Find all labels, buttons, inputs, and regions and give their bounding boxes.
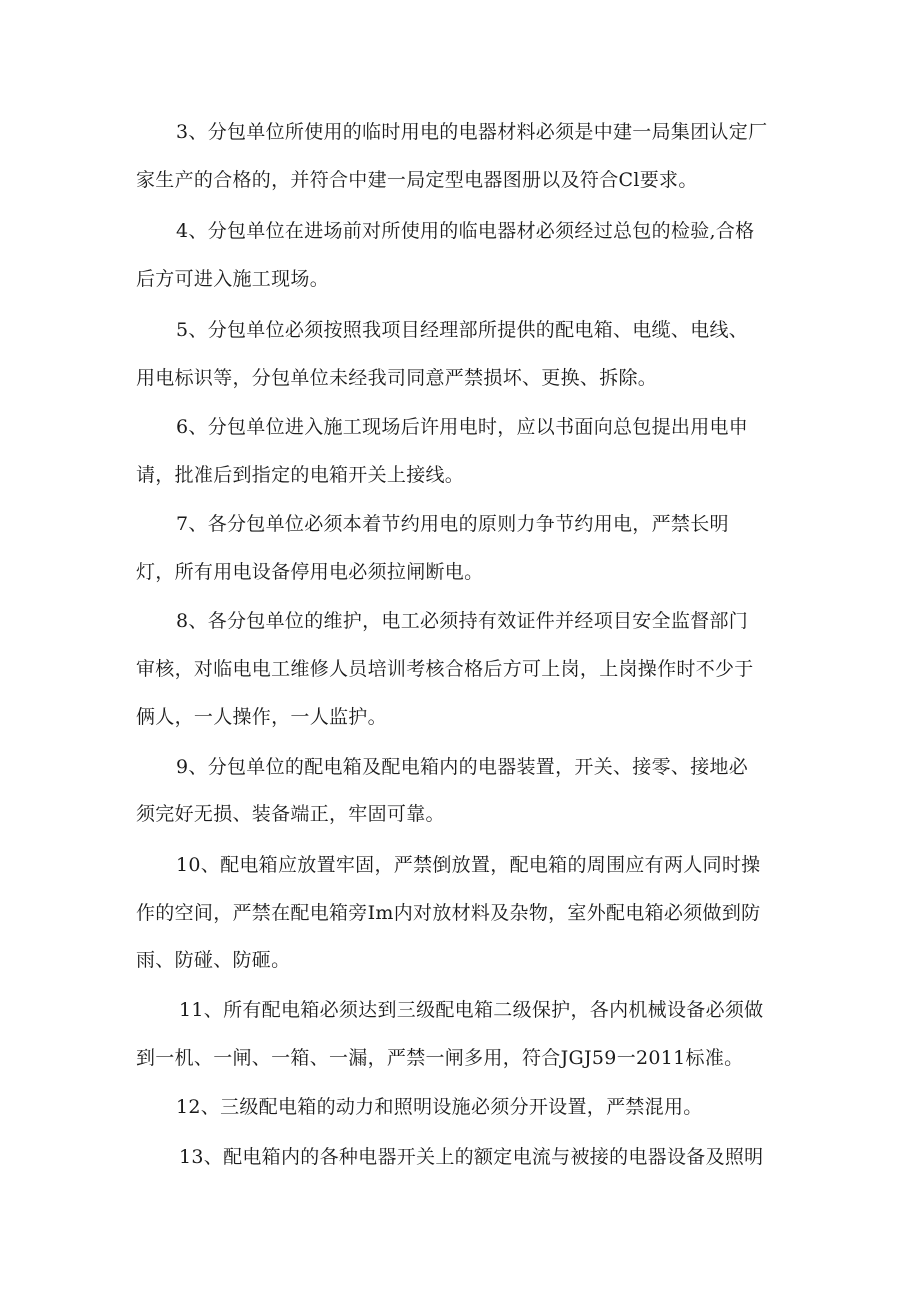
- text-line: 俩人，一人操作，一人监护。: [136, 706, 387, 728]
- text-line: 11、所有配电箱必须达到三级配电箱二级保护，各内机械设备必须做: [179, 999, 764, 1021]
- text-line: 6、分包单位进入施工现场后许用电时，应以书面向总包提出用电申: [176, 416, 749, 438]
- text-line: 3、分包单位所使用的临时用电的电器材料必须是中建一局集团认定厂: [176, 121, 768, 143]
- text-line: 9、分包单位的配电箱及配电箱内的电器装置，开关、接零、接地必: [176, 756, 749, 778]
- text-line: 13、配电箱内的各种电器开关上的额定电流与被接的电器设备及照明: [179, 1146, 764, 1168]
- text-line: 到一机、一闸、一箱、一漏，严禁一闸多用，符合JGJ59一2011标准。: [136, 1047, 744, 1069]
- text-line: 7、各分包单位必须本着节约用电的原则力争节约用电，严禁长明: [176, 513, 729, 535]
- text-line: 作的空间，严禁在配电箱旁Im内对放材料及杂物，室外配电箱必须做到防: [136, 902, 761, 924]
- text-line: 雨、防碰、防砸。: [136, 949, 291, 971]
- text-line: 灯，所有用电设备停用电必须拉闸断电。: [136, 561, 484, 583]
- text-line: 用电标识等，分包单位未经我司同意严禁损坏、更换、拆除。: [136, 367, 658, 389]
- text-line: 8、各分包单位的维护，电工必须持有效证件并经项目安全监督部门: [176, 610, 749, 632]
- text-line: 家生产的合格的，并符合中建一局定型电器图册以及符合Cl要求。: [136, 169, 698, 191]
- text-line: 请，批准后到指定的电箱开关上接线。: [136, 464, 465, 486]
- text-line: 4、分包单位在进场前对所使用的临电器材必须经过总包的检验,合格: [176, 220, 755, 242]
- text-line: 10、配电箱应放置牢固，严禁倒放置，配电箱的周围应有两人同时操: [176, 854, 761, 876]
- text-line: 12、三级配电箱的动力和照明设施必须分开设置，严禁混用。: [176, 1096, 703, 1118]
- text-line: 审核，对临电电工维修人员培训考核合格后方可上岗，上岗操作时不少于: [136, 658, 754, 680]
- text-line: 后方可进入施工现场。: [136, 268, 330, 290]
- text-line: 5、分包单位必须按照我项目经理部所提供的配电箱、电缆、电线、: [176, 319, 749, 341]
- text-line: 须完好无损、装备端正，牢固可靠。: [136, 803, 445, 825]
